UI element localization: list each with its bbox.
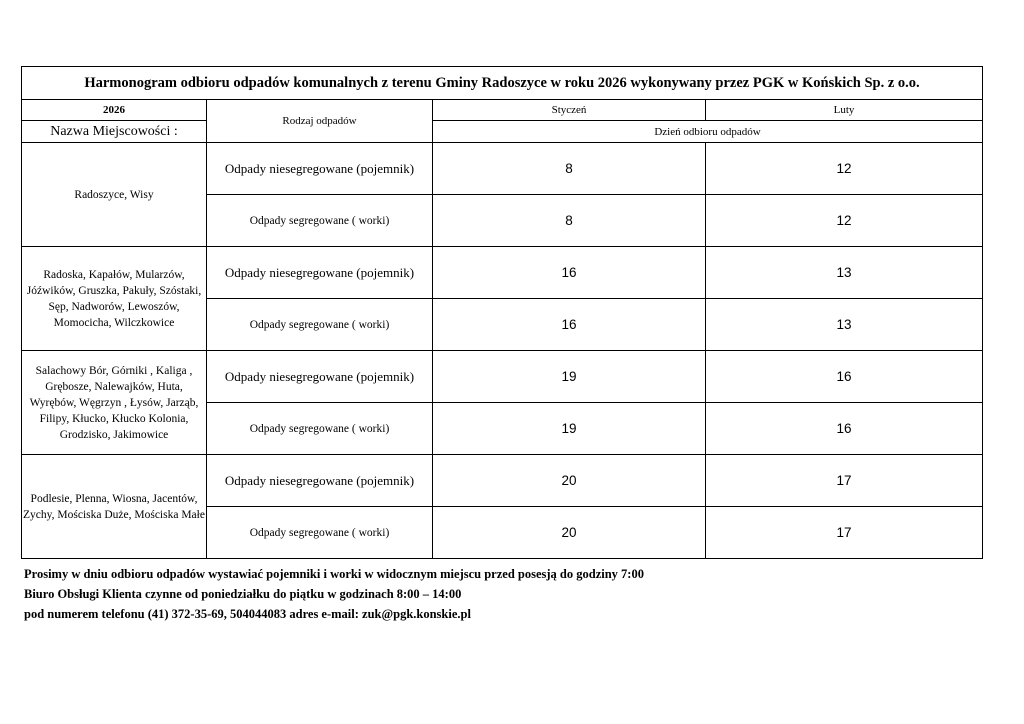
places-cell: Radoszyce, Wisy [22, 143, 207, 247]
waste-type-bags: Odpady segregowane ( worki) [207, 403, 433, 455]
footer-contact: pod numerem telefonu (41) 372-35-69, 504044083 adres e-mail: zuk@pgk.konskie.pl [24, 607, 471, 621]
day-january: 19 [433, 351, 706, 403]
month-header-january: Styczeń [433, 100, 706, 121]
waste-type-container: Odpady niesegregowane (pojemnik) [207, 247, 433, 299]
waste-type-bags: Odpady segregowane ( worki) [207, 507, 433, 559]
footer-instructions: Prosimy w dniu odbioru odpadów wystawiać pojemniki i worki w widocznym miejscu przed posesją do godziny 7:00 [24, 567, 644, 581]
waste-type-container: Odpady niesegregowane (pojemnik) [207, 455, 433, 507]
day-january: 20 [433, 455, 706, 507]
day-february: 12 [706, 143, 983, 195]
day-february: 16 [706, 403, 983, 455]
table-row [22, 247, 983, 299]
day-january: 20 [433, 507, 706, 559]
waste-type-header: Rodzaj odpadów [207, 100, 433, 143]
table-row [22, 351, 983, 403]
place-name-header: Nazwa Miejscowości : [22, 121, 207, 143]
day-january: 8 [433, 195, 706, 247]
waste-type-bags: Odpady segregowane ( worki) [207, 195, 433, 247]
waste-type-container: Odpady niesegregowane (pojemnik) [207, 143, 433, 195]
day-february: 17 [706, 455, 983, 507]
footer-office-hours: Biuro Obsługi Klienta czynne od poniedziałku do piątku w godzinach 8:00 – 14:00 [24, 587, 462, 601]
schedule-table [21, 66, 983, 559]
document-title: Harmonogram odbioru odpadów komunalnych z terenu Gminy Radoszyce w roku 2026 wykonywany przez PGK w Końskich Sp. z o.o. [22, 67, 983, 100]
day-january: 8 [433, 143, 706, 195]
places-cell: Salachowy Bór, Górniki , Kaliga , Grębosze, Nalewajków, Huta, Wyrębów, Węgrzyn , Łysów, Jarząb, Filipy, Kłucko, Kłucko Kolonia, Grodzisko, Jakimowice [22, 351, 207, 455]
day-february: 17 [706, 507, 983, 559]
table-row [22, 143, 983, 195]
waste-type-bags: Odpady segregowane ( worki) [207, 299, 433, 351]
day-february: 13 [706, 247, 983, 299]
waste-type-container: Odpady niesegregowane (pojemnik) [207, 351, 433, 403]
day-february: 13 [706, 299, 983, 351]
day-january: 16 [433, 247, 706, 299]
month-header-february: Luty [706, 100, 983, 121]
footer-notes [24, 564, 644, 624]
day-february: 12 [706, 195, 983, 247]
places-cell: Podlesie, Plenna, Wiosna, Jacentów, Zychy, Mościska Duże, Mościska Małe [22, 455, 207, 559]
year-header: 2026 [22, 100, 207, 121]
day-january: 19 [433, 403, 706, 455]
pickup-day-header: Dzień odbioru odpadów [433, 121, 983, 143]
places-cell: Radoska, Kapałów, Mularzów, Jóźwików, Gruszka, Pakuły, Szóstaki, Sęp, Nadworów, Lewoszów, Momocicha, Wilczkowice [22, 247, 207, 351]
table-row [22, 455, 983, 507]
day-february: 16 [706, 351, 983, 403]
day-january: 16 [433, 299, 706, 351]
